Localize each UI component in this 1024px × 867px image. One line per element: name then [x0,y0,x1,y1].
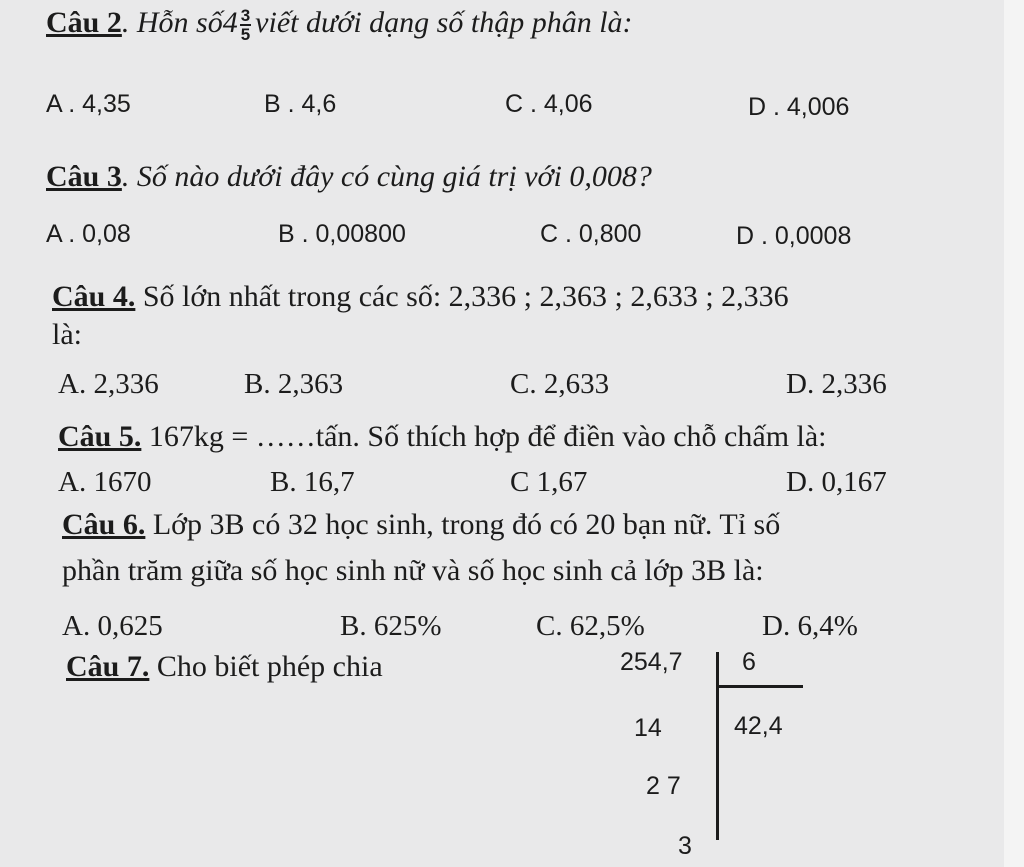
q6-option-a: A. 0,625 [62,610,163,642]
question-7-text: Cho biết phép chia [149,650,383,683]
question-4-text2: là: [52,318,82,351]
q3-option-a: A . 0,08 [46,220,131,248]
division-remainder-1: 14 [634,714,662,742]
question-2-label: Câu 2 [46,6,122,39]
q3-option-c: C . 0,800 [540,220,642,248]
question-5 [58,420,827,454]
q2-option-c: C . 4,06 [505,90,593,118]
q6-option-d: D. 6,4% [762,610,858,642]
question-5-label: Câu 5. [58,420,142,453]
question-2 [46,6,633,43]
question-3-text: . Số nào dưới đây có cùng giá trị với 0,008? [121,160,652,193]
question-6-text2: phần trăm giữa số học sinh nữ và số học sinh cả lớp 3B là: [62,554,764,587]
q4-option-b: B. 2,363 [244,368,344,400]
q2-option-b: B . 4,6 [264,90,337,118]
question-4-label: Câu 4. [52,280,136,313]
q6-option-c: C. 62,5% [536,610,645,642]
question-6-text: Lớp 3B có 32 học sinh, trong đó có 20 bạn nữ. Tỉ số [145,508,781,541]
page-edge-shading [1004,0,1024,867]
question-7 [66,650,383,684]
q2-option-d: D . 4,006 [748,93,850,121]
question-3 [46,160,652,194]
question-2-text-b: viết dưới dạng số thập phân là: [255,6,633,39]
question-4 [52,280,789,314]
division-vertical-line [716,652,719,840]
question-5-text: 167kg = ……tấn. Số thích hợp để điền vào chỗ chấm là: [141,420,827,453]
q5-option-a: A. 1670 [58,466,152,498]
question-6 [62,508,780,542]
q5-option-d: D. 0,167 [786,466,887,498]
division-remainder-2: 2 7 [646,772,681,800]
division-horizontal-line [716,685,803,688]
q4-option-d: D. 2,336 [786,368,887,400]
question-3-label: Câu 3 [46,160,122,193]
question-2-text-a: . Hỗn số4 [121,6,238,39]
question-7-label: Câu 7. [66,650,150,683]
question-4-text: Số lớn nhất trong các số: 2,336 ; 2,363 ; 2,633 ; 2,336 [135,280,789,313]
division-divisor: 6 [742,648,756,676]
q4-option-a: A. 2,336 [58,368,159,400]
q4-option-c: C. 2,633 [510,368,610,400]
question-6-label: Câu 6. [62,508,146,541]
division-remainder-3: 3 [678,832,692,860]
fraction-numerator: 3 [240,6,251,26]
q6-option-b: B. 625% [340,610,442,642]
division-dividend: 254,7 [620,648,683,676]
q5-option-c: C 1,67 [510,466,588,498]
mixed-number-fraction [240,7,251,43]
q5-option-b: B. 16,7 [270,466,355,498]
q3-option-b: B . 0,00800 [278,220,406,248]
fraction-denominator: 5 [240,25,251,45]
q2-option-a: A . 4,35 [46,90,131,118]
q3-option-d: D . 0,0008 [736,222,852,250]
division-quotient: 42,4 [734,712,783,740]
